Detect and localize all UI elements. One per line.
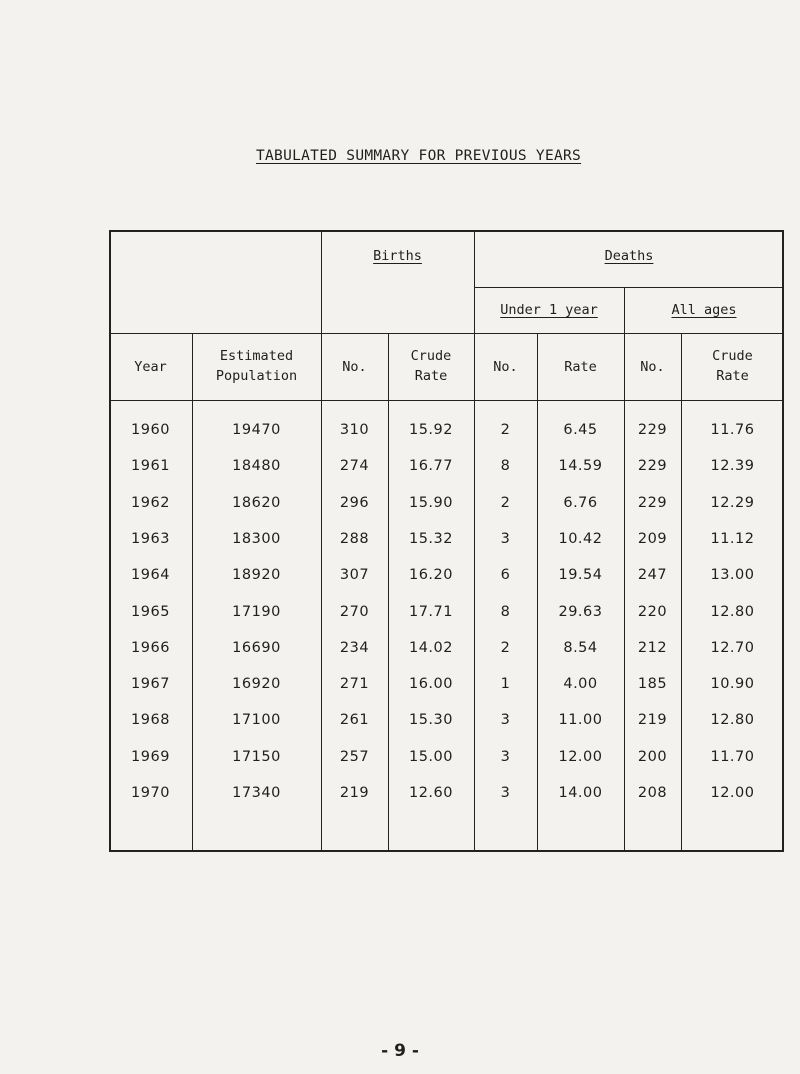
infant-death-rate-cell: 10.42	[558, 530, 603, 547]
estimated-population-cell: 18300	[232, 530, 281, 547]
all-deaths-no-cell: 212	[637, 639, 668, 656]
all-deaths-crude-rate-cell: 13.00	[710, 567, 755, 584]
births-crude-rate-cell: 15.30	[408, 712, 453, 729]
births-no-cell: 257	[339, 748, 370, 765]
year-cell: 1968	[131, 712, 170, 729]
year-cell: 1961	[131, 458, 170, 475]
infant-death-rate-cell: 29.63	[558, 603, 603, 620]
estimated-population-cell: 18620	[232, 494, 281, 511]
all-deaths-crude-rate-cell: 10.90	[710, 676, 755, 693]
estimated-population-cell: 17150	[232, 748, 281, 765]
all-deaths-crude-rate-cell: 12.70	[710, 639, 755, 656]
all-deaths-no-cell: 247	[637, 567, 668, 584]
all-deaths-no-cell: 220	[637, 603, 668, 620]
year-cell: 1967	[131, 676, 170, 693]
all-no-header: No.	[640, 359, 665, 375]
infant-deaths-no-cell: 8	[500, 458, 511, 475]
all-deaths-crude-rate-cell: 12.00	[710, 785, 755, 801]
infant-death-rate-cell: 11.00	[558, 712, 603, 729]
table-rule	[109, 400, 784, 401]
infant-rate-header: Rate	[564, 359, 597, 375]
all-deaths-no-cell: 229	[637, 494, 668, 511]
births-crude-rate-cell: 12.60	[408, 785, 453, 801]
births-crude-rate-cell: 15.92	[408, 422, 453, 438]
births-no-cell: 270	[339, 603, 370, 620]
estimated-population-cell: 18480	[232, 458, 281, 475]
all-deaths-crude-rate-cell: 11.76	[710, 422, 755, 438]
all-deaths-no-cell: 209	[637, 530, 668, 547]
all-deaths-crude-rate-cell: 12.29	[710, 494, 755, 511]
infant-deaths-no-cell: 3	[500, 785, 511, 801]
infant-deaths-no-cell: 2	[500, 494, 511, 511]
all-deaths-no-cell: 185	[637, 676, 668, 693]
all-deaths-crude-rate-cell: 11.12	[710, 530, 755, 547]
table-rule	[388, 333, 389, 852]
table-rule	[537, 333, 538, 852]
births-crude-rate-cell: 16.20	[408, 567, 453, 584]
year-header: Year	[134, 359, 167, 375]
infant-death-rate-cell: 8.54	[563, 639, 598, 656]
page-title: TABULATED SUMMARY FOR PREVIOUS YEARS	[256, 148, 582, 164]
infant-death-rate-cell: 6.45	[563, 422, 598, 438]
table-rule	[474, 287, 784, 288]
infant-deaths-no-cell: 2	[500, 422, 511, 438]
infant-death-rate-cell: 14.59	[558, 458, 603, 475]
all-ages-header: All ages	[671, 302, 737, 318]
year-cell: 1964	[131, 567, 170, 584]
infant-no-header: No.	[493, 359, 518, 375]
year-cell: 1966	[131, 639, 170, 656]
deaths-header: Deaths	[604, 248, 654, 264]
infant-death-rate-cell: 6.76	[563, 494, 598, 511]
births-no-cell: 296	[339, 494, 370, 511]
births-no-cell: 234	[339, 639, 370, 656]
births-header: Births	[373, 248, 422, 264]
infant-death-rate-cell: 12.00	[558, 748, 603, 765]
infant-deaths-no-cell: 3	[500, 748, 511, 765]
estimated-population-cell: 18920	[232, 567, 281, 584]
all-deaths-no-cell: 229	[637, 422, 668, 438]
estimated-population-header: Estimated Population	[215, 348, 298, 384]
infant-deaths-no-cell: 6	[500, 567, 511, 584]
table-rule	[192, 333, 193, 852]
infant-death-rate-cell: 14.00	[558, 785, 603, 801]
under-1-year-header: Under 1 year	[500, 302, 598, 318]
all-deaths-no-cell: 229	[637, 458, 668, 475]
births-no-cell: 288	[339, 530, 370, 547]
all-crude-rate-header: Crude Rate	[712, 348, 753, 384]
births-no-cell: 274	[339, 458, 370, 475]
estimated-population-cell: 16690	[232, 639, 281, 656]
infant-deaths-no-cell: 3	[500, 712, 511, 729]
births-no-cell: 219	[339, 785, 370, 801]
year-cell: 1963	[131, 530, 170, 547]
all-deaths-no-cell: 208	[637, 785, 668, 801]
all-deaths-crude-rate-cell: 12.80	[710, 712, 755, 729]
year-cell: 1965	[131, 603, 170, 620]
estimated-population-cell: 16920	[232, 676, 281, 693]
estimated-population-cell: 19470	[232, 422, 281, 438]
table-rule	[681, 333, 682, 852]
estimated-population-cell: 17340	[232, 785, 281, 801]
estimated-population-cell: 17190	[232, 603, 281, 620]
infant-death-rate-cell: 4.00	[563, 676, 598, 693]
year-cell: 1960	[131, 422, 170, 438]
all-deaths-crude-rate-cell: 12.39	[710, 458, 755, 475]
births-no-cell: 307	[339, 567, 370, 584]
infant-deaths-no-cell: 3	[500, 530, 511, 547]
births-no-cell: 261	[339, 712, 370, 729]
year-cell: 1970	[131, 785, 170, 801]
births-crude-rate-cell: 14.02	[408, 639, 453, 656]
all-deaths-no-cell: 219	[637, 712, 668, 729]
births-no-cell: 271	[339, 676, 370, 693]
year-cell: 1969	[131, 748, 170, 765]
page-number: - 9 -	[381, 1041, 419, 1061]
estimated-population-cell: 17100	[232, 712, 281, 729]
year-cell: 1962	[131, 494, 170, 511]
births-crude-rate-cell: 15.00	[408, 748, 453, 765]
births-crude-rate-cell: 16.00	[408, 676, 453, 693]
infant-deaths-no-cell: 8	[500, 603, 511, 620]
births-crude-rate-cell: 16.77	[408, 458, 453, 475]
infant-death-rate-cell: 19.54	[558, 567, 603, 584]
infant-deaths-no-cell: 1	[500, 676, 511, 693]
all-deaths-crude-rate-cell: 12.80	[710, 603, 755, 620]
all-deaths-no-cell: 200	[637, 748, 668, 765]
births-no-cell: 310	[339, 422, 370, 438]
births-crude-rate-header: Crude Rate	[410, 348, 452, 384]
all-deaths-crude-rate-cell: 11.70	[710, 748, 755, 765]
births-no-header: No.	[342, 359, 367, 375]
infant-deaths-no-cell: 2	[500, 639, 511, 656]
births-crude-rate-cell: 15.90	[408, 494, 453, 511]
births-crude-rate-cell: 15.32	[408, 530, 453, 547]
births-crude-rate-cell: 17.71	[408, 603, 453, 620]
table-rule	[109, 333, 784, 334]
